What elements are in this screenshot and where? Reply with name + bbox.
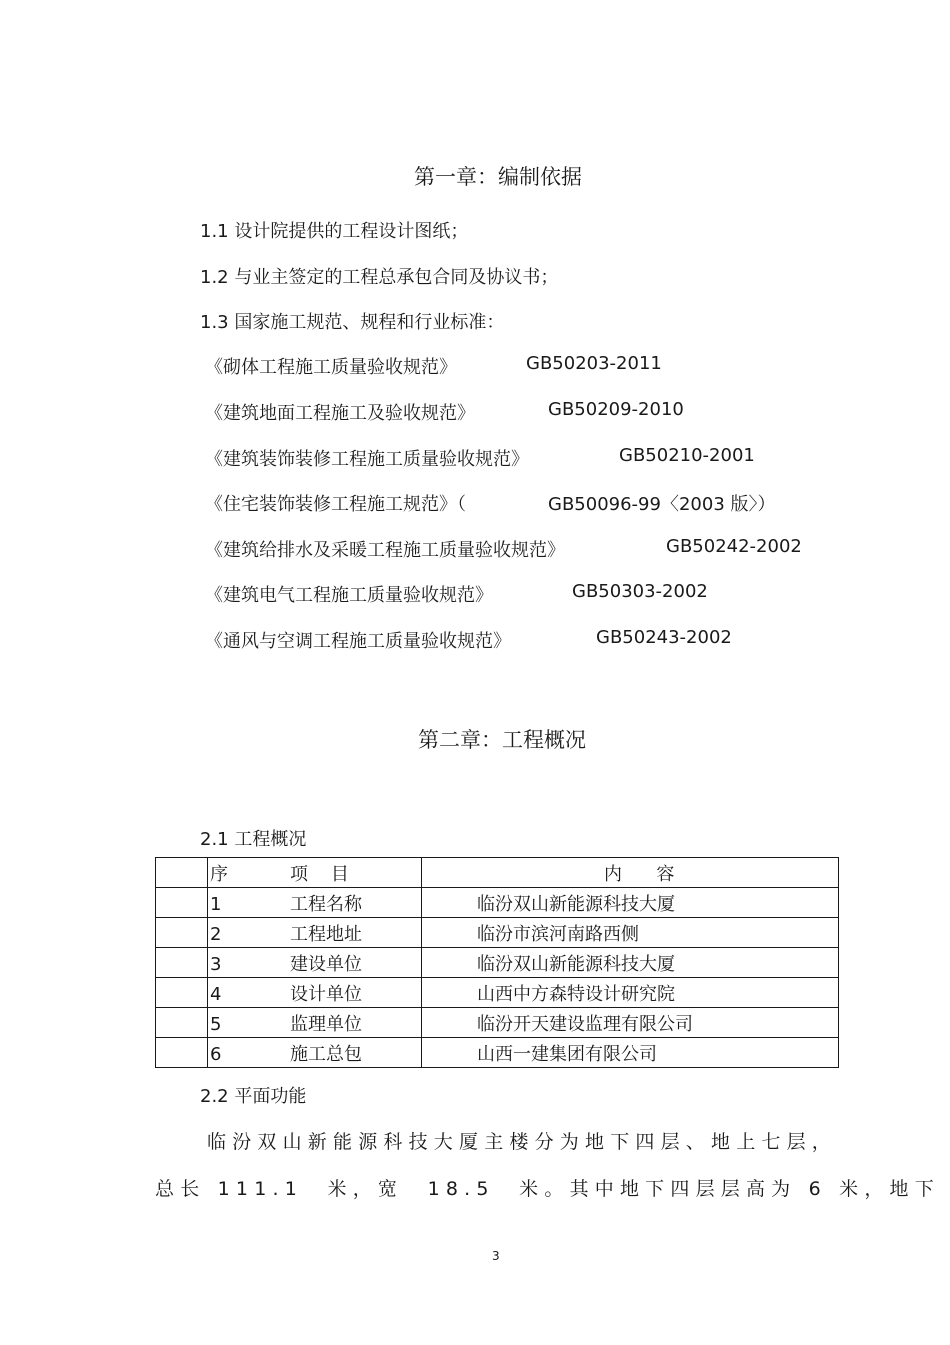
row-item: 工程地址 [290, 923, 362, 945]
basis-item-1: 1.1 设计院提供的工程设计图纸； [200, 221, 469, 242]
standard-name: 《砌体工程施工质量验收规范》 [205, 357, 457, 378]
standard-code: GB50243-2002 [596, 627, 732, 648]
row-content: 临汾开天建设监理有限公司 [422, 1008, 839, 1038]
header-item: 项 目 [290, 863, 349, 885]
project-overview-table [155, 857, 839, 1068]
row-item: 监理单位 [290, 1013, 362, 1035]
table-row [156, 978, 839, 1008]
chapter1-title: 第一章：编制依据 [414, 165, 582, 189]
row-content: 临汾双山新能源科技大厦 [422, 948, 839, 978]
table-row [156, 948, 839, 978]
page-number: 3 [492, 1249, 500, 1263]
row-seq: 2 [210, 923, 222, 945]
section-2-1-heading: 2.1 工程概况 [200, 829, 307, 850]
header-seq: 序 [210, 863, 228, 885]
table-row [156, 1008, 839, 1038]
standard-name: 《通风与空调工程施工质量验收规范》 [205, 631, 511, 652]
header-content: 内 容 [422, 858, 839, 888]
standard-name: 《建筑电气工程施工质量验收规范》 [205, 585, 493, 606]
table-row [156, 888, 839, 918]
standard-name: 《建筑装饰装修工程施工质量验收规范》 [205, 449, 529, 470]
row-content: 山西中方森特设计研究院 [422, 978, 839, 1008]
standard-code: GB50096-99〈2003 版〉） [548, 494, 776, 515]
standard-code: GB50242-2002 [666, 536, 802, 557]
row-item: 设计单位 [290, 983, 362, 1005]
basis-item-3: 1.3 国家施工规范、规程和行业标准： [200, 312, 505, 333]
standard-code: GB50209-2010 [548, 399, 684, 420]
row-item: 工程名称 [290, 893, 362, 915]
standard-code: GB50303-2002 [572, 581, 708, 602]
table-row [156, 1038, 839, 1068]
chapter2-title: 第二章：工程概况 [418, 728, 586, 752]
row-seq: 5 [210, 1013, 222, 1035]
row-seq: 4 [210, 983, 222, 1005]
paragraph-line-1: 临汾双山新能源科技大厦主楼分为地下四层、地上七层， [207, 1131, 838, 1153]
row-seq: 1 [210, 893, 222, 915]
row-content: 临汾市滨河南路西侧 [422, 918, 839, 948]
standard-name: 《建筑给排水及采暖工程施工质量验收规范》 [205, 540, 565, 561]
section-2-2-heading: 2.2 平面功能 [200, 1086, 307, 1107]
paragraph-line-2: 总长 111.1 米，宽 18.5 米。其中地下四层层高为 6 米，地下 [155, 1178, 940, 1200]
table-row [156, 918, 839, 948]
standard-code: GB50203-2011 [526, 353, 662, 374]
basis-item-2: 1.2 与业主签定的工程总承包合同及协议书； [200, 267, 559, 288]
row-seq: 6 [210, 1043, 222, 1065]
table-header-row [156, 858, 839, 888]
row-item: 建设单位 [290, 953, 362, 975]
standard-name: 《住宅装饰装修工程施工规范》（ [205, 494, 466, 515]
row-content: 临汾双山新能源科技大厦 [422, 888, 839, 918]
row-seq: 3 [210, 953, 222, 975]
standard-code: GB50210-2001 [619, 445, 755, 466]
standard-name: 《建筑地面工程施工及验收规范》 [205, 403, 475, 424]
row-item: 施工总包 [290, 1043, 362, 1065]
row-content: 山西一建集团有限公司 [422, 1038, 839, 1068]
